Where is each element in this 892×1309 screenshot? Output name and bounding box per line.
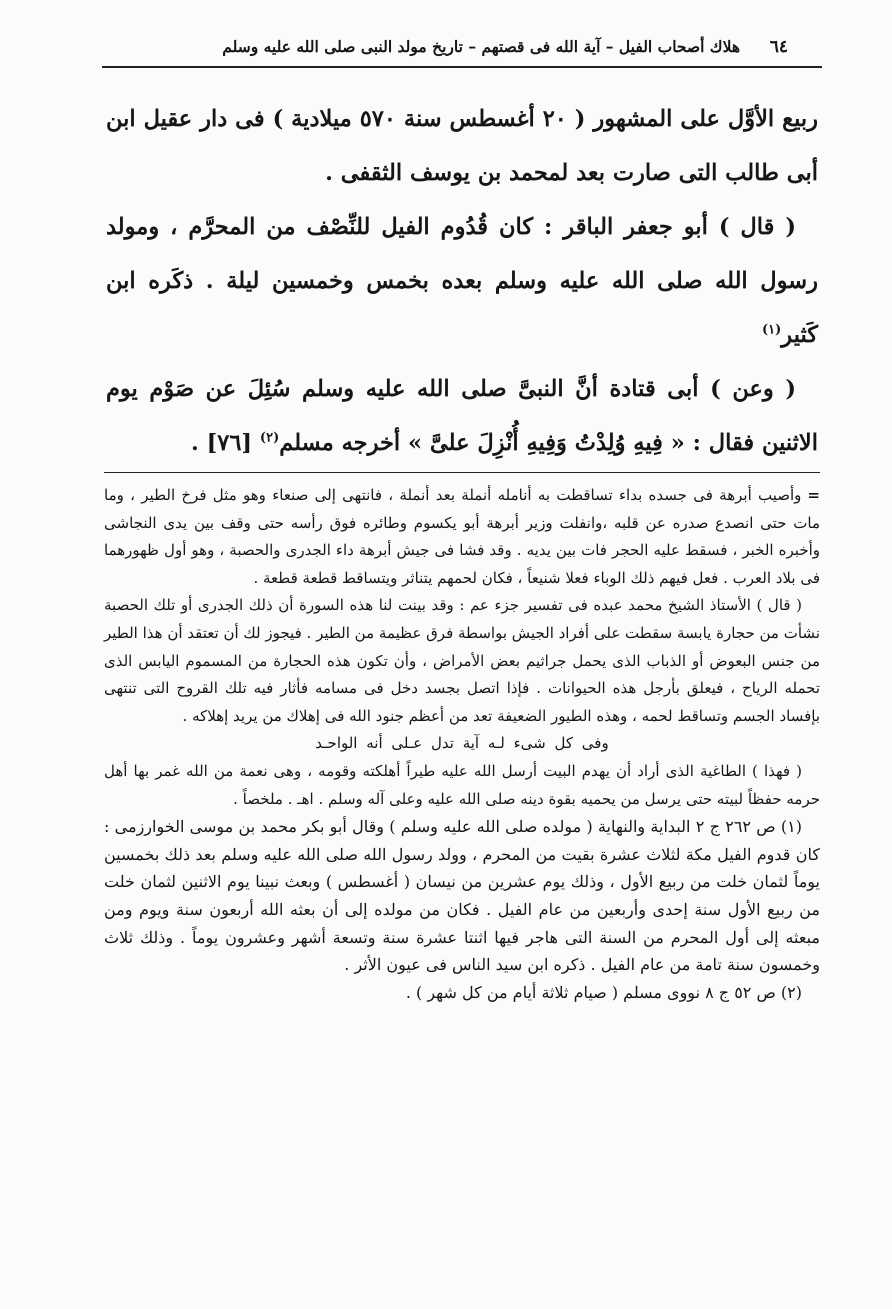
note-verse: وفى كل شىء لـه آية تدل عـلى أنه الواحـد (315, 734, 609, 753)
main-paragraph-2-text: ( قال ) أبو جعفر الباقر : كان قُدُوم الفيل للنِّصْف من المحرَّم ، ومولد رسول الله صلى الله عليه وسلم بعده بخمس وخمسين ليلة . ذكَره ابن كَثير (106, 214, 818, 348)
note-conclusion: ( فهذا ) الطاغية الذى أراد أن يهدم البيت أرسل الله عليه طيراً أهلكته وقومه ، وهى نعمة من الله غمر بها أهل حرمه حفظاً لبيته حتى يرسل من يحميه بقوة دينه صلى الله عليه وعلى آله وسلم . اهـ . ملخصاً . (104, 761, 820, 808)
footnote-separator (104, 472, 820, 473)
main-text (106, 92, 818, 470)
note-abduh: ( قال ) الأستاذ الشيخ محمد عبده فى تفسير جزء عم : وقد بينت لنا هذه السورة أن ذلك الجدرى أو تلك الحصبة نشأت من حجارة يابسة سقطت على أفراد الجيش بواسطة فرق عظيمة من الطير . فيجوز لك أن تعتقد أن هذا الطير من جنس البعوض أو الذباب الذى يحمل جراثيم بعض الأمراض ، وأن تكون هذه الحجارة من المسموم اليابس الذى تحمله الرياح ، فيعلق بأرجل هذه الحيوانات . فإذا اتصل بجسد دخل فى مسامه فأثار فيه تلك القروح التى تنتهى بإفساد الجسم وتساقط لحمه ، وهذه الطيور الضعيفة تعد من أعظم جنود الله فى إهلاك من يريد إهلاكه . (104, 596, 820, 725)
footnote-ref-1: (١) (761, 322, 782, 338)
footnote-1: (١) ص ٢٦٢ ج ٢ البداية والنهاية ( مولده صلى الله عليه وسلم ) وقال أبو بكر محمد بن موسى الخوارزمى : كان قدوم الفيل مكة لثلاث عشرة بقيت من المحرم ، وولد رسول الله صلى الله عليه وسلم بعد ذلك بخمسين يوماً لثمان خلت من ربيع الأول ، وذلك يوم عشرين من نيسان ( أغسطس ) وبعث نبينا يوم الاثنين لثمان خلت من ربيع الأول سنة إحدى وأربعين من عام الفيل . فكان من مولده إلى أن بعثه الله أربعون سنة ويوم ومن مبعثه إلى أول المحرم من السنة التى هاجر فيها اثنتا عشرة سنة وتسعة أشهر وعشرون يوماً . وذلك ثلاث وخمسون سنة تامة من عام الفيل . ذكره ابن سيد الناس فى عيون الأثر . (104, 817, 820, 975)
running-title: هلاك أصحاب الفيل – آية الله فى قصتهم – تاريخ مولد النبى صلى الله عليه وسلم (222, 37, 740, 56)
footnote-ref-2: (٢) (259, 430, 280, 446)
note-continuation (104, 482, 820, 592)
footnotes (104, 482, 820, 1006)
hadith-number: [٧٦] . (190, 430, 253, 456)
continuation-mark: = (807, 486, 820, 504)
page-number: ٦٤ (769, 37, 788, 57)
main-paragraph-2 (106, 200, 818, 362)
footnote-2: (٢) ص ٥٢ ج ٨ نووى مسلم ( صيام ثلاثة أيام من كل شهر ) . (405, 982, 802, 1002)
main-paragraph-3 (106, 362, 818, 470)
main-paragraph-1-text: ربيع الأوَّل على المشهور ( ٢٠ أغسطس سنة ٥٧٠ ميلادية ) فى دار عقيل ابن أبى طالب التى صارت بعد لمحمد بن يوسف الثقفى . (106, 106, 818, 186)
header-rule (102, 66, 822, 68)
main-paragraph-3-text: ( وعن ) أبى قتادة أنَّ النبىَّ صلى الله عليه وسلم سُئِلَ عن صَوْم يوم الاثنين فقال : « فِيهِ وُلِدْتُ وَفِيهِ أُنْزِلَ علىَّ » أخرجه مسلم (106, 376, 818, 456)
note-continuation-text: وأصيب أبرهة فى جسده بداء تساقطت به أنامله أنملة بعد أنملة ، فانتهى إلى صنعاء وهو مثل فرخ الطير ، وما مات حتى انصدع صدره عن قلبه ،وانفلت وزير أبرهة أبو يكسوم وطائره فوق رأسه حتى وقف بين يدى النجاشى وأخبره الخبر ، فسقط عليه الحجر فات بين يديه . وقد فشا فى جيش أبرهة داء الجدرى والحصبة ، وهو أول ظهورهما فى بلاد العرب . فعل فيهم ذلك الوباء فعلا شنيعاً ، فكان لحمهم يتناثر ويتساقط قطعة قطعة . (104, 486, 820, 587)
main-paragraph-1 (106, 92, 818, 200)
